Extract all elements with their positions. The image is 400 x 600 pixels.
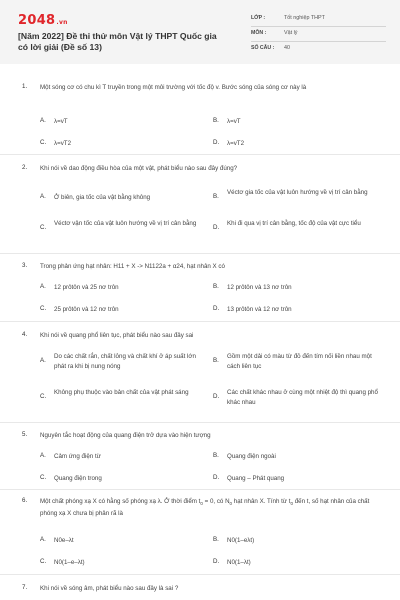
option-text: 13 prôtôn và 12 nơ trôn — [227, 306, 292, 313]
option-text: Gồm một dải có màu từ đỏ đến tím nối liền nhau một cách liên tục — [227, 353, 372, 370]
option-letter: D. — [213, 558, 220, 565]
option-text: 25 prôtôn và 12 nơ trôn — [54, 306, 119, 313]
option-text: Ở biên, gia tốc của vật bằng không — [54, 194, 151, 201]
option-letter: C. — [40, 393, 47, 400]
meta-row-count — [251, 42, 386, 57]
option-letter: D. — [213, 393, 220, 400]
option-letter: B. — [213, 357, 219, 364]
exam-header — [0, 0, 400, 64]
meta-value: 40 — [284, 45, 290, 51]
question-text: Khi nói về dao động điều hòa của một vật, phát biểu nào sau đây đúng? — [40, 165, 238, 172]
option-text: λ=vT — [227, 118, 241, 125]
exam-title: [Năm 2022] Đề thi thử môn Vật lý THPT Quốc gia có lời giải (Đề số 13) — [18, 31, 217, 52]
option-letter: C. — [40, 139, 47, 146]
option-text: N0e–λt — [54, 537, 74, 544]
option-letter: A. — [40, 283, 46, 290]
option-text: Véctơ gia tốc của vật luôn hướng về vị trí cân bằng — [227, 189, 368, 196]
option-text: N0(1–eλt) — [227, 537, 255, 544]
option-text: N0(1–λt) — [227, 559, 251, 566]
exam-meta — [251, 12, 386, 57]
option-text: Quang điện ngoài — [227, 453, 276, 460]
option-text: Véctơ vận tốc của vật luôn hướng về vị trí cân bằng — [54, 220, 197, 227]
option-letter: D. — [213, 139, 220, 146]
question-number: 4. — [22, 331, 28, 338]
option-letter: D. — [213, 305, 220, 312]
question-number: 1. — [22, 83, 28, 90]
option-text: Các chất khác nhau ở cùng một nhiệt độ thì quang phổ khác nhau — [227, 389, 378, 406]
divider — [0, 154, 400, 155]
divider — [0, 574, 400, 575]
question-number: 3. — [22, 262, 28, 269]
meta-label: MÔN : — [251, 30, 267, 36]
option-text: Quang điện trong — [54, 475, 102, 482]
option-text: N0(1–e–λt) — [54, 559, 85, 566]
meta-label: SỐ CÂU : — [251, 45, 275, 51]
option-text: λ=vT2 — [54, 140, 72, 147]
option-letter: C. — [40, 305, 47, 312]
option-letter: A. — [40, 117, 46, 124]
meta-row-subject — [251, 27, 386, 42]
meta-value: Tốt nghiệp THPT — [284, 15, 325, 21]
option-text: Không phụ thuộc vào bản chất của vật phát sáng — [54, 389, 189, 396]
question-text: Trong phản ứng hạt nhân: H11 + X -> N1122a + α24, hạt nhân X có — [40, 263, 225, 270]
option-text: 12 prôtôn và 13 nơ trôn — [227, 284, 292, 291]
option-letter: A. — [40, 193, 46, 200]
option-letter: C. — [40, 558, 47, 565]
option-text: Quang – Phát quang — [227, 475, 285, 482]
option-letter: C. — [40, 474, 47, 481]
option-letter: B. — [213, 283, 219, 290]
option-letter: D. — [213, 224, 220, 231]
divider — [0, 321, 400, 322]
question-text: Một chất phóng xạ X có hằng số phóng xạ λ. Ở thời điểm $t_0 = 0$, có $N_0$ hạt nhân X. Tính từ $t_0$ đến t, số hạt nhân của chất phóng xạ X chưa bị phân rã là — [40, 498, 370, 518]
site-logo[interactable]: 2048.vn — [18, 13, 68, 28]
question-text: Khi nói về quang phổ liên tục, phát biểu nào sau đây sai — [40, 332, 194, 339]
option-letter: B. — [213, 452, 219, 459]
divider — [0, 422, 400, 423]
question-text: Một sóng cơ có chu kì T truyền trong một môi trường với tốc độ v. Bước sóng của sóng cơ này là — [40, 84, 307, 91]
option-letter: B. — [213, 193, 219, 200]
option-letter: C. — [40, 224, 47, 231]
option-text: λ=vT2 — [227, 140, 245, 147]
option-letter: A. — [40, 357, 46, 364]
meta-row-class — [251, 12, 386, 27]
option-text: Cảm ứng điện từ — [54, 453, 101, 460]
meta-label: LỚP : — [251, 15, 266, 21]
divider — [0, 253, 400, 254]
divider — [0, 489, 400, 490]
option-letter: B. — [213, 117, 219, 124]
question-number: 2. — [22, 164, 28, 171]
option-letter: D. — [213, 474, 220, 481]
option-letter: B. — [213, 536, 219, 543]
meta-value: Vật lý — [284, 30, 298, 36]
question-number: 5. — [22, 431, 28, 438]
question-number: 7. — [22, 584, 28, 591]
option-text: Do các chất rắn, chất lỏng và chất khí ở áp suất lớn phát ra khi bị nung nóng — [54, 353, 196, 370]
question-text: Khi nói về sóng âm, phát biểu nào sau đây là sai ? — [40, 585, 179, 592]
option-letter: A. — [40, 452, 46, 459]
option-text: Khi đi qua vị trí cân bằng, tốc độ của vật cực tiểu — [227, 220, 361, 227]
question-text: Nguyên tắc hoạt động của quang điện trở dựa vào hiện tượng — [40, 432, 211, 439]
option-text: λ=vT — [54, 118, 68, 125]
option-letter: A. — [40, 536, 46, 543]
question-number: 6. — [22, 497, 28, 504]
option-text: 12 prôtôn và 25 nơ trôn — [54, 284, 119, 291]
